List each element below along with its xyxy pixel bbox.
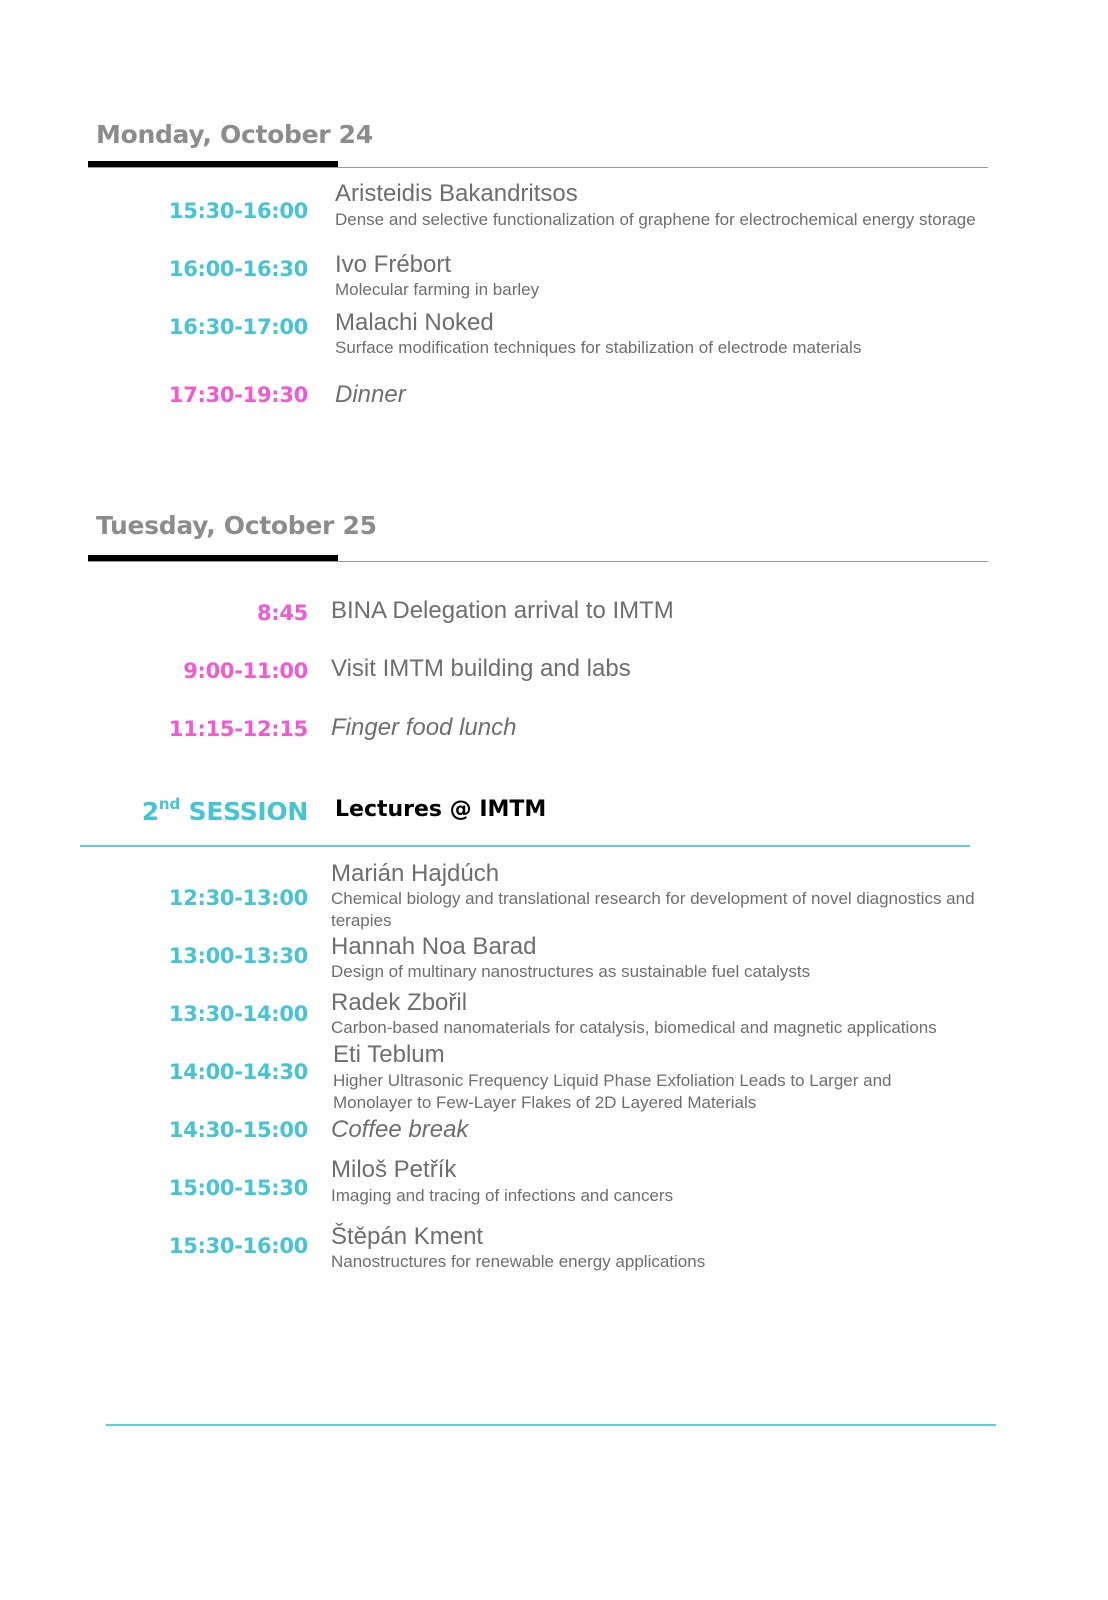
event-label: BINA Delegation arrival to IMTM	[331, 597, 674, 624]
divider	[88, 167, 988, 168]
time-slot: 17:30-19:30	[168, 383, 308, 407]
speaker-name: Miloš Petřík	[331, 1156, 457, 1183]
speaker-name: Eti Teblum	[333, 1041, 445, 1068]
time-slot: 13:00-13:30	[168, 944, 308, 968]
session-word: SESSION	[188, 797, 308, 826]
talk-title: Imaging and tracing of infections and cancers	[331, 1186, 674, 1205]
day-title-tuesday: Tuesday, October 25	[96, 511, 377, 540]
time-slot: 15:30-16:00	[168, 1234, 308, 1258]
time-slot: 16:00-16:30	[168, 257, 308, 281]
time-slot: 9:00-11:00	[183, 659, 308, 683]
talk-title: Surface modification techniques for stabilization of electrode materials	[335, 338, 862, 357]
speaker-name: Ivo Frébort	[335, 251, 452, 278]
speaker-name: Aristeidis Bakandritsos	[335, 180, 578, 207]
time-slot: 14:30-15:00	[168, 1118, 308, 1142]
talk-title: Higher Ultrasonic Frequency Liquid Phase Exfoliation Leads to Larger and Monolayer to Few-Layer Flakes of 2D Layered Materials	[333, 1071, 892, 1112]
talk-title: Dense and selective functionalization of graphene for electrochemical energy storage	[335, 210, 976, 229]
talk-title: Design of multinary nanostructures as sustainable fuel catalysts	[331, 962, 811, 981]
event-label: Dinner	[335, 381, 406, 408]
time-slot: 12:30-13:00	[168, 886, 308, 910]
speaker-name: Hannah Noa Barad	[331, 933, 537, 960]
footer-divider	[106, 1424, 996, 1426]
session-label	[84, 795, 308, 826]
divider	[88, 561, 988, 562]
speaker-name: Radek Zbořil	[331, 989, 468, 1016]
session-divider	[80, 845, 970, 847]
time-slot: 13:30-14:00	[168, 1002, 308, 1026]
event-label: Finger food lunch	[331, 714, 517, 741]
event-label: Coffee break	[331, 1116, 469, 1143]
event-label: Visit IMTM building and labs	[331, 655, 631, 682]
talk-title: Carbon-based nanomaterials for catalysis, biomedical and magnetic applications	[331, 1018, 937, 1037]
talk-title: Nanostructures for renewable energy applications	[331, 1252, 706, 1271]
talk-title: Molecular farming in barley	[335, 280, 540, 299]
heading-underline	[88, 555, 338, 561]
heading-underline	[88, 161, 338, 167]
talk-title: Chemical biology and translational research for development of novel diagnostics and terapies	[331, 889, 975, 930]
time-slot: 14:00-14:30	[168, 1060, 308, 1084]
speaker-name: Malachi Noked	[335, 309, 494, 336]
session-number: 2	[141, 797, 159, 826]
speaker-name: Štěpán Kment	[331, 1223, 484, 1250]
speaker-name: Marián Hajdúch	[331, 860, 500, 887]
time-slot: 8:45	[256, 601, 308, 625]
time-slot: 16:30-17:00	[168, 315, 308, 339]
day-title-monday: Monday, October 24	[96, 120, 373, 149]
time-slot: 11:15-12:15	[168, 717, 308, 741]
time-slot: 15:00-15:30	[168, 1176, 308, 1200]
session-title: Lectures @ IMTM	[335, 797, 547, 822]
session-ordinal-suffix: nd	[158, 795, 181, 813]
time-slot: 15:30-16:00	[168, 199, 308, 223]
